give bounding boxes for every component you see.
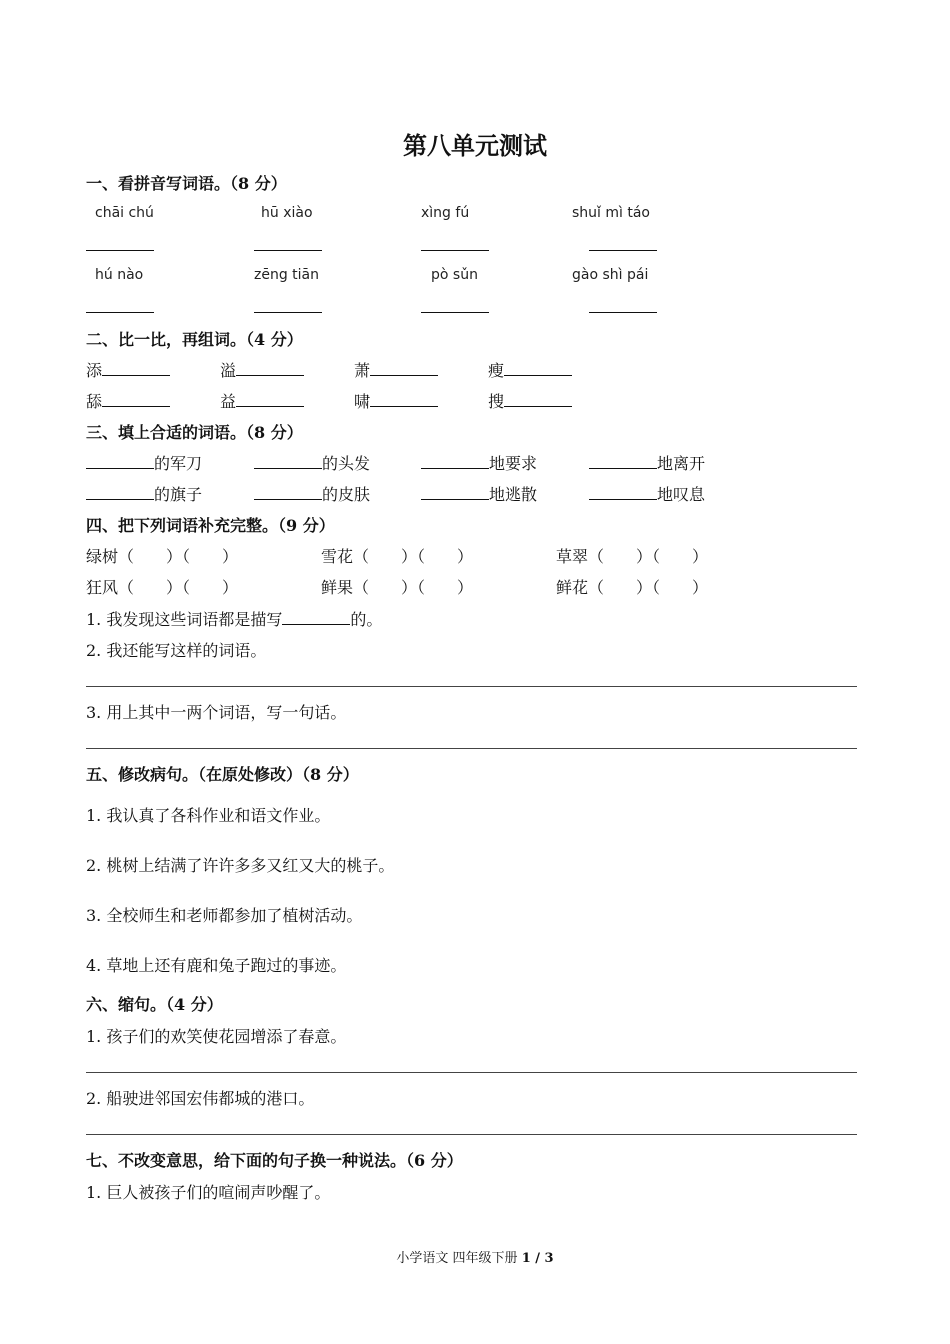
page-footer xyxy=(0,1247,950,1266)
answer-blank[interactable] xyxy=(421,236,489,255)
answer-blank[interactable] xyxy=(589,298,657,317)
fill-item: 的头发 xyxy=(254,451,370,474)
compare-item: 啸 xyxy=(354,389,438,412)
answer-line[interactable] xyxy=(86,686,857,687)
answer-blank[interactable] xyxy=(254,298,322,317)
section-3-heading: 三、填上合适的词语。（8 分） xyxy=(86,423,303,442)
complete-word[interactable]: 狂风（ ）（ ） xyxy=(86,578,239,597)
answer-blank[interactable] xyxy=(86,236,154,255)
section-6-heading: 六、缩句。（4 分） xyxy=(86,995,223,1014)
sentence-item[interactable]: 3. 全校师生和老师都参加了植树活动。 xyxy=(86,906,363,925)
question: 1. 我发现这些词语都是描写 的。 xyxy=(86,610,383,629)
complete-word[interactable]: 雪花（ ）（ ） xyxy=(321,547,474,566)
complete-word[interactable]: 鲜果（ ）（ ） xyxy=(321,578,474,597)
section-4-heading: 四、把下列词语补充完整。（9 分） xyxy=(86,516,335,535)
compare-item: 添 xyxy=(86,358,170,381)
answer-blank[interactable] xyxy=(589,236,657,255)
answer-line[interactable] xyxy=(86,1072,857,1073)
fill-item: 地叹息 xyxy=(589,482,705,505)
pinyin: zēng tiān xyxy=(254,267,320,283)
compare-item: 益 xyxy=(220,389,304,412)
section-7-heading: 七、不改变意思，给下面的句子换一种说法。（6 分） xyxy=(86,1151,463,1170)
question: 2. 我还能写这样的词语。 xyxy=(86,641,267,660)
section-2-heading: 二、比一比，再组词。（4 分） xyxy=(86,330,303,349)
sentence-item: 2. 船驶进邻国宏伟都城的港口。 xyxy=(86,1089,315,1108)
page-number: 1 / 3 xyxy=(521,1251,554,1266)
fill-item: 的军刀 xyxy=(86,451,202,474)
sentence-item[interactable]: 2. 桃树上结满了许许多多又红又大的桃子。 xyxy=(86,856,395,875)
fill-item: 地要求 xyxy=(421,451,537,474)
sentence-item[interactable]: 4. 草地上还有鹿和兔子跑过的事迹。 xyxy=(86,956,347,975)
pinyin: gào shì pái xyxy=(572,267,649,283)
footer-text: 小学语文 四年级下册 xyxy=(396,1251,518,1266)
complete-word[interactable]: 鲜花（ ）（ ） xyxy=(556,578,709,597)
pinyin: xìng fú xyxy=(421,205,470,221)
compare-item: 搜 xyxy=(488,389,572,412)
fill-item: 的旗子 xyxy=(86,482,202,505)
compare-item: 舔 xyxy=(86,389,170,412)
question: 3. 用上其中一两个词语，写一句话。 xyxy=(86,703,347,722)
sentence-item: 1. 巨人被孩子们的喧闹声吵醒了。 xyxy=(86,1183,331,1202)
answer-blank[interactable] xyxy=(421,298,489,317)
compare-item: 溢 xyxy=(220,358,304,381)
section-1-heading: 一、看拼音写词语。（8 分） xyxy=(86,174,287,193)
answer-line[interactable] xyxy=(86,1134,857,1135)
pinyin: pò sǔn xyxy=(431,267,478,283)
fill-item: 地逃散 xyxy=(421,482,537,505)
compare-item: 萧 xyxy=(354,358,438,381)
page-title: 第八单元测试 xyxy=(403,131,547,160)
answer-blank[interactable] xyxy=(86,298,154,317)
sentence-item: 1. 孩子们的欢笑使花园增添了春意。 xyxy=(86,1027,347,1046)
sentence-item[interactable]: 1. 我认真了各科作业和语文作业。 xyxy=(86,806,331,825)
answer-line[interactable] xyxy=(86,748,857,749)
answer-blank[interactable] xyxy=(254,236,322,255)
compare-item: 瘦 xyxy=(488,358,572,381)
pinyin: chāi chú xyxy=(95,205,154,221)
section-5-heading: 五、修改病句。（在原处修改）（8 分） xyxy=(86,765,359,784)
complete-word[interactable]: 绿树（ ）（ ） xyxy=(86,547,239,566)
pinyin: hú nào xyxy=(95,267,144,283)
fill-item: 地离开 xyxy=(589,451,705,474)
pinyin: shuǐ mì táo xyxy=(572,205,650,221)
complete-word[interactable]: 草翠（ ）（ ） xyxy=(556,547,709,566)
fill-item: 的皮肤 xyxy=(254,482,370,505)
pinyin: hū xiào xyxy=(261,205,313,221)
